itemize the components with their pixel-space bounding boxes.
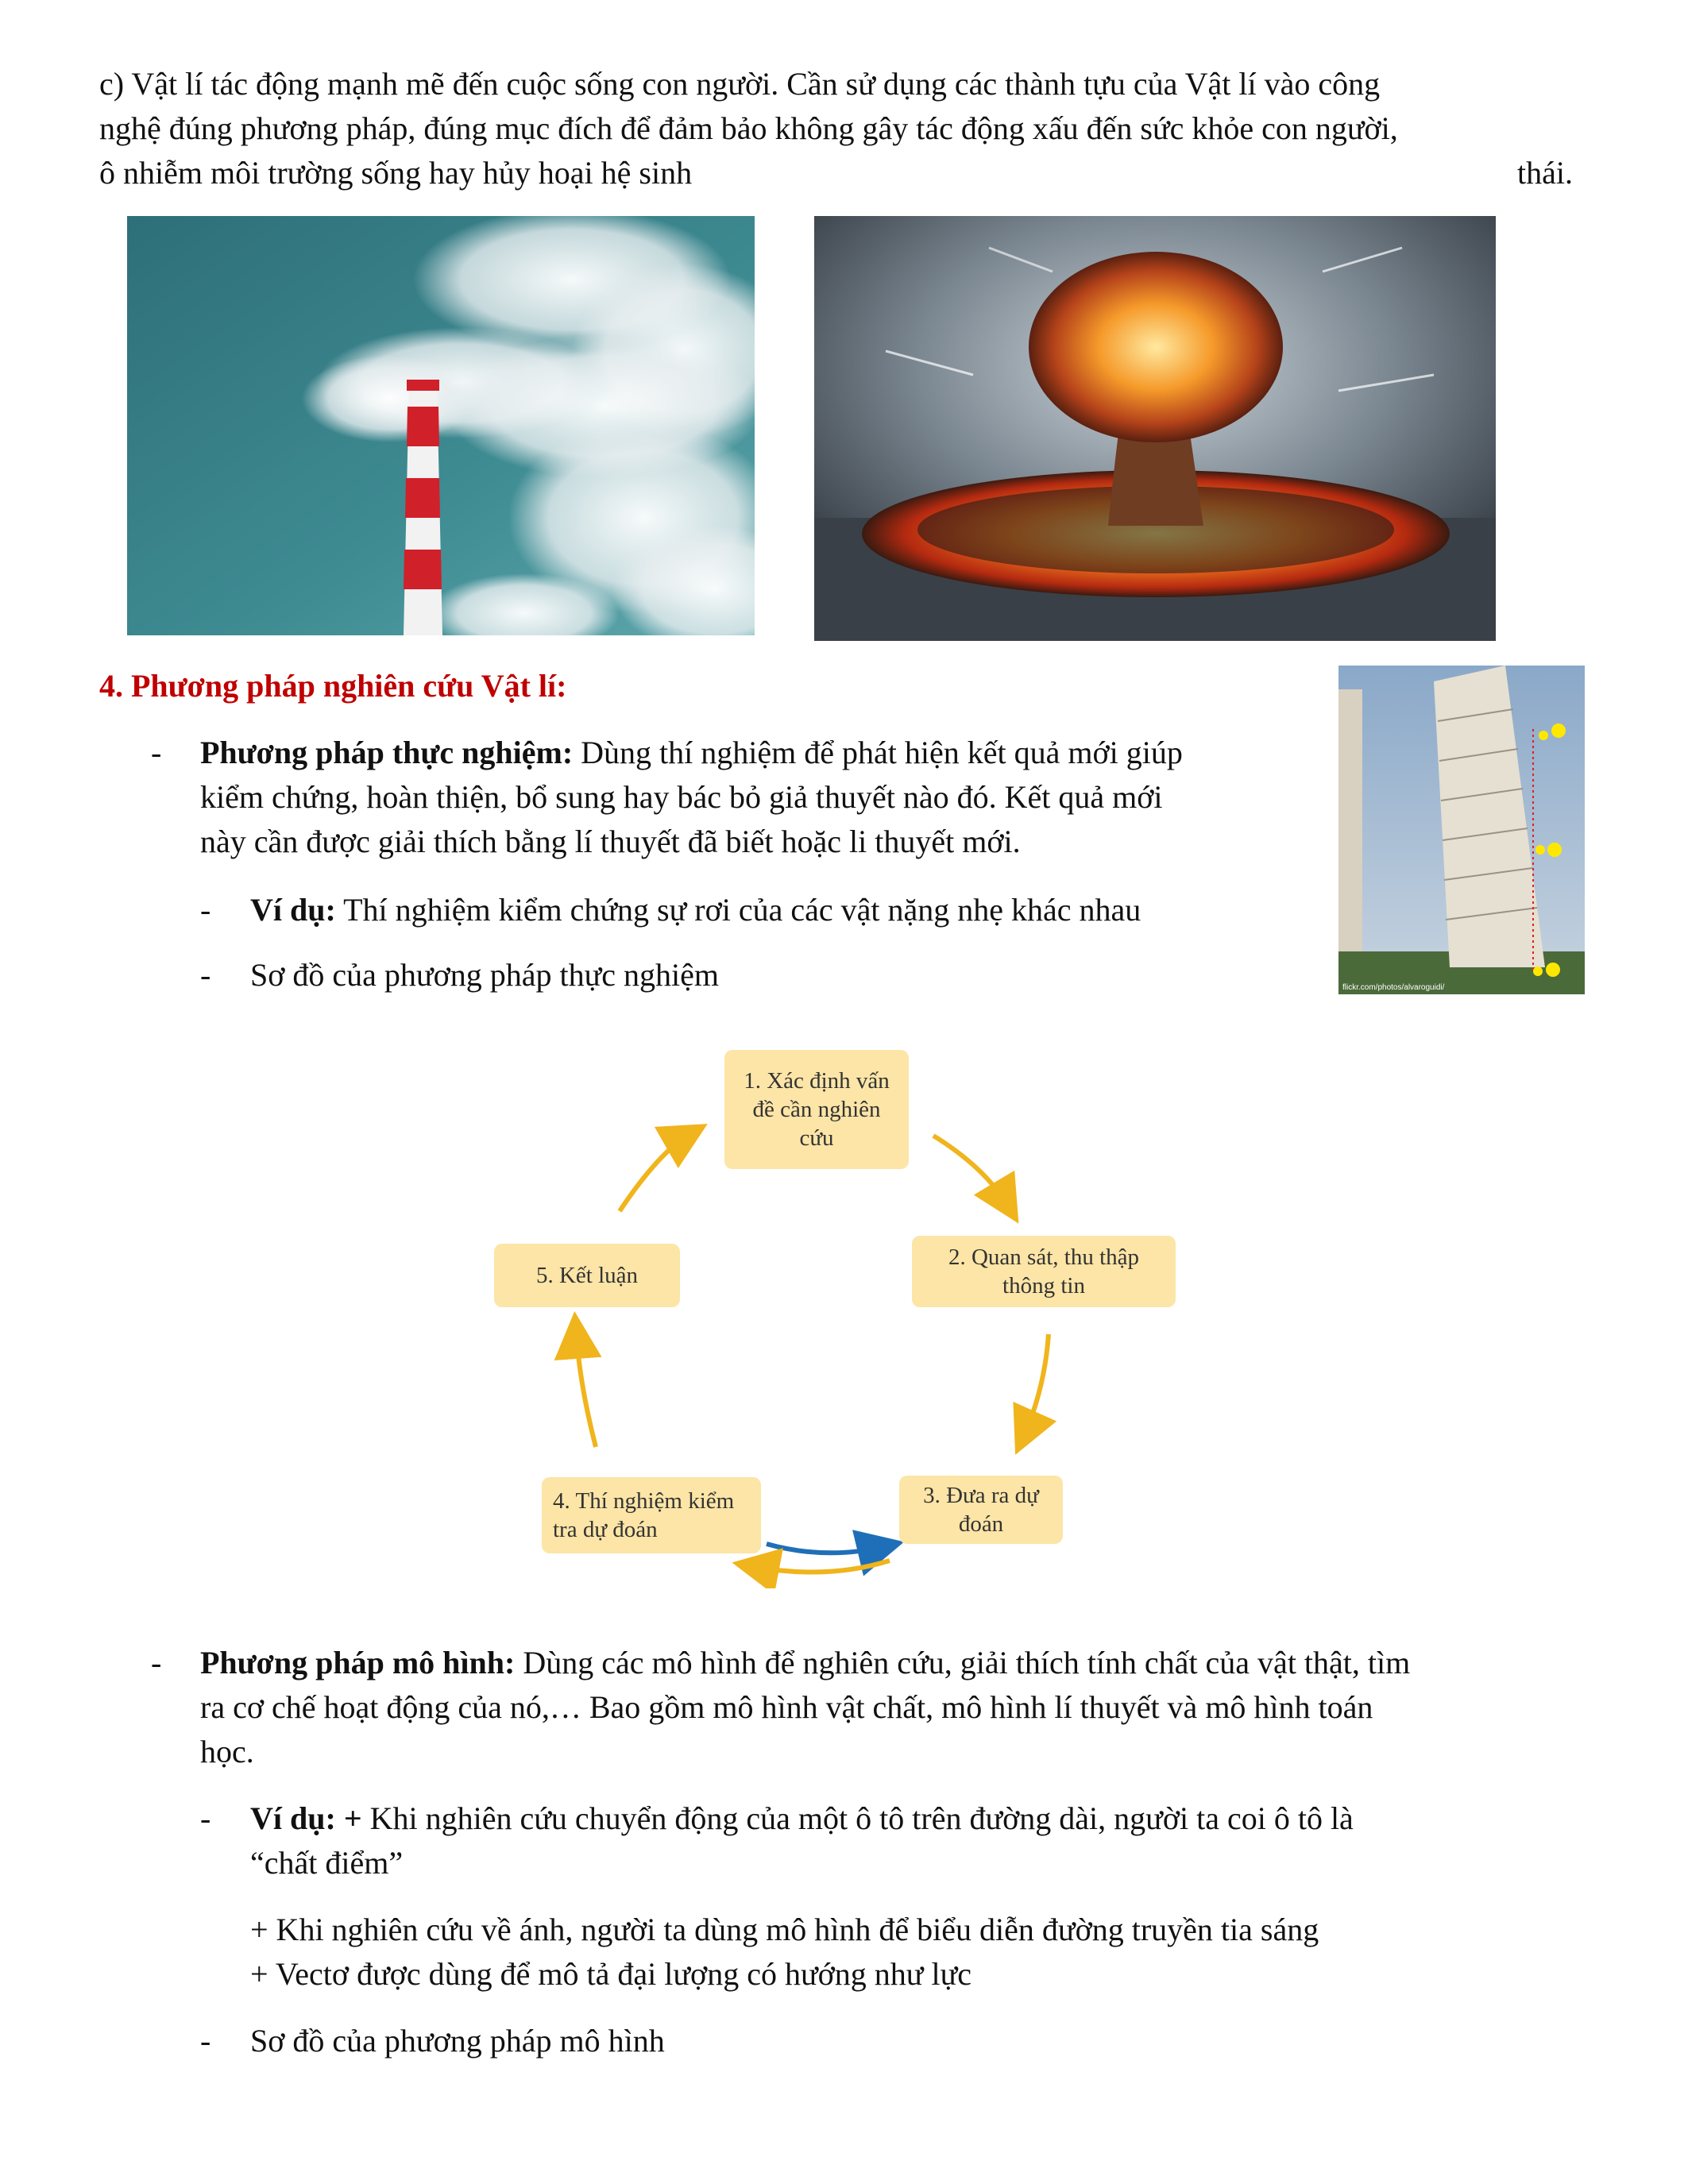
intro-line-2: nghệ đúng phương pháp, đúng mục đích để đảm bảo không gây tác động xấu đến sức khỏe con người,	[99, 110, 1398, 146]
model-example-plus: +	[343, 1800, 362, 1836]
model-title: Phương pháp mô hình:	[200, 1645, 516, 1680]
arrow-4-to-3	[767, 1544, 886, 1553]
bullet-dash: -	[200, 957, 211, 993]
model-example-label: Ví dụ:	[250, 1800, 336, 1836]
model-example-line-1b: “chất điểm”	[250, 1845, 404, 1881]
intro-line-3-start: ô nhiễm môi trường sống hay hủy hoại hệ sinh	[99, 155, 693, 191]
bullet-dash: -	[151, 1645, 162, 1680]
nuclear-explosion-photo	[814, 216, 1496, 641]
intro-line-3-end: thái.	[1517, 155, 1573, 191]
arrow-5-to-1	[620, 1133, 691, 1211]
cycle-step-3: 3. Đưa ra dự đoán	[899, 1476, 1063, 1544]
example-label: Ví dụ:	[250, 892, 336, 928]
example-text: Thí nghiệm kiểm chứng sự rơi của các vật nặng nhẹ khác nhau	[343, 892, 1141, 928]
model-example-1a: Khi nghiên cứu chuyển động của một ô tô trên đường dài, người ta coi ô tô là	[369, 1800, 1354, 1836]
arrow-1-to-2	[933, 1136, 1009, 1207]
model-example-3: + Vectơ được dùng để mô tả đại lượng có hướng như lực	[250, 1956, 972, 1992]
cycle-step-4: 4. Thí nghiệm kiểm tra dự đoán	[542, 1477, 761, 1553]
model-example-2: + Khi nghiên cứu về ánh, người ta dùng mô hình để biểu diễn đường truyền tia sáng	[250, 1912, 1319, 1947]
arrow-2-to-3	[1023, 1334, 1049, 1437]
experimental-title: Phương pháp thực nghiệm:	[200, 735, 574, 770]
experimental-method-cycle-diagram	[477, 1032, 1192, 1588]
bullet-dash: -	[151, 735, 162, 770]
bullet-dash: -	[200, 892, 211, 928]
arrow-3-to-4	[751, 1561, 890, 1572]
section-4-heading: 4. Phương pháp nghiên cứu Vật lí:	[99, 668, 567, 704]
bullet-dash: -	[200, 2023, 211, 2059]
experimental-line-1	[200, 731, 1183, 775]
model-line-1	[200, 1641, 1586, 1685]
arrow-4-to-5	[576, 1330, 596, 1447]
pisa-caption: flickr.com/photos/alvaroguidi/	[1342, 983, 1445, 992]
model-diagram-caption: Sơ đồ của phương pháp mô hình	[250, 2023, 665, 2059]
model-line-3: học.	[200, 1734, 254, 1769]
cycle-step-5: 5. Kết luận	[494, 1244, 680, 1307]
cycle-step-1: 1. Xác định vấn đề cần nghiên cứu	[724, 1050, 909, 1169]
intro-line-1: c) Vật lí tác động mạnh mẽ đến cuộc sống con người. Cần sử dụng các thành tựu của Vật lí vào công	[99, 66, 1381, 102]
chimney-smoke-photo	[127, 216, 755, 635]
model-line-2: ra cơ chế hoạt động của nó,… Bao gồm mô hình vật chất, mô hình lí thuyết và mô hình toán	[200, 1689, 1373, 1725]
experimental-text-1: Dùng thí nghiệm để phát hiện kết quả mới giúp	[581, 735, 1183, 770]
experimental-example	[250, 888, 1141, 932]
experimental-line-3: này cần được giải thích bằng lí thuyết đã biết hoặc li thuyết mới.	[200, 824, 1021, 859]
experimental-diagram-caption: Sơ đồ của phương pháp thực nghiệm	[250, 957, 720, 993]
model-example-line-1	[250, 1796, 1354, 1841]
model-text-1: Dùng các mô hình để nghiên cứu, giải thích tính chất của vật thật, tìm	[523, 1645, 1411, 1680]
bullet-dash: -	[200, 1800, 211, 1836]
leaning-tower-of-pisa-photo	[1338, 666, 1585, 994]
experimental-line-2: kiểm chứng, hoàn thiện, bổ sung hay bác bỏ giả thuyết nào đó. Kết quả mới	[200, 779, 1163, 815]
cycle-step-2: 2. Quan sát, thu thập thông tin	[912, 1236, 1176, 1307]
